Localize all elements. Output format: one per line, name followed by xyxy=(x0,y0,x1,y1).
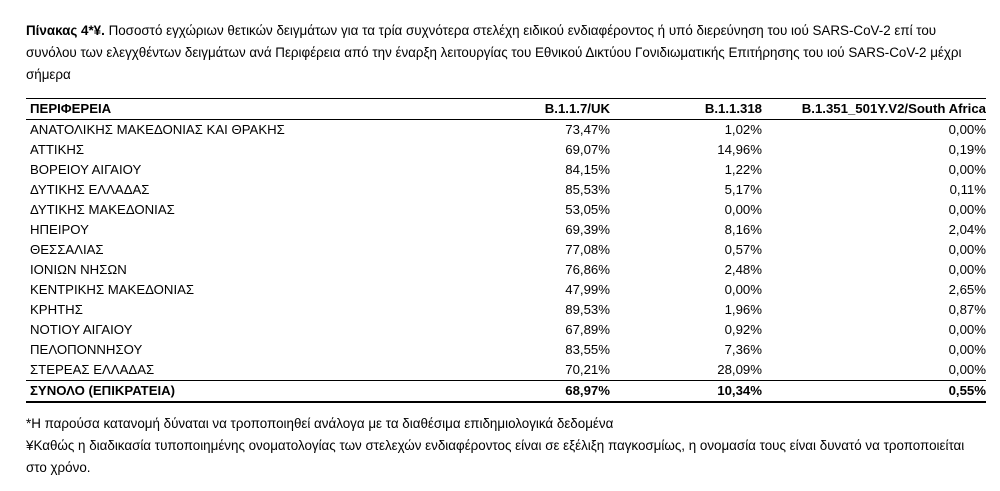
b1351-south-africa-value: 0,00% xyxy=(948,342,986,357)
b1351-south-africa-value: 2,65% xyxy=(948,282,986,297)
b117-uk-value: 76,86% xyxy=(565,262,610,277)
header-region: ΠΕΡΙΦΕΡΕΙΑ xyxy=(26,99,434,120)
b1351-south-africa-value: 0,19% xyxy=(948,142,986,157)
b117-uk-value: 69,39% xyxy=(565,222,610,237)
region-name: ΔΥΤΙΚΗΣ ΕΛΛΑΔΑΣ xyxy=(30,182,150,197)
table-row xyxy=(26,200,986,220)
b11318-value: 1,22% xyxy=(724,162,762,177)
table-row xyxy=(26,340,986,360)
b11318-value: 2,48% xyxy=(724,262,762,277)
table-row xyxy=(26,240,986,260)
table-row xyxy=(26,280,986,300)
b117-uk-value: 85,53% xyxy=(565,182,610,197)
b117-uk-value: 47,99% xyxy=(565,282,610,297)
total-b117-uk: 68,97% xyxy=(565,383,610,398)
b1351-south-africa-value: 0,00% xyxy=(948,162,986,177)
b11318-value: 1,02% xyxy=(724,122,762,137)
table-total-row xyxy=(26,381,986,403)
b117-uk-value: 77,08% xyxy=(565,242,610,257)
b1351-south-africa-value: 0,87% xyxy=(948,302,986,317)
b117-uk-value: 70,21% xyxy=(565,362,610,377)
table-row xyxy=(26,260,986,280)
table-header-row xyxy=(26,99,986,120)
region-name: ΙΟΝΙΩΝ ΝΗΣΩΝ xyxy=(30,262,127,277)
header-b1351-south-africa: B.1.351_501Y.V2/South Africa xyxy=(762,99,986,120)
b1351-south-africa-value: 0,00% xyxy=(948,322,986,337)
total-b11318: 10,34% xyxy=(717,383,762,398)
table-row xyxy=(26,300,986,320)
b117-uk-value: 84,15% xyxy=(565,162,610,177)
b117-uk-value: 53,05% xyxy=(565,202,610,217)
b11318-value: 28,09% xyxy=(717,362,762,377)
b117-uk-value: 73,47% xyxy=(565,122,610,137)
region-name: ΣΤΕΡΕΑΣ ΕΛΛΑΔΑΣ xyxy=(30,362,155,377)
region-name: ΘΕΣΣΑΛΙΑΣ xyxy=(30,242,104,257)
document-page xyxy=(26,20,986,479)
b1351-south-africa-value: 2,04% xyxy=(948,222,986,237)
b11318-value: 14,96% xyxy=(717,142,762,157)
region-name: ΠΕΛΟΠΟΝΝΗΣΟΥ xyxy=(30,342,143,357)
b1351-south-africa-value: 0,00% xyxy=(948,122,986,137)
b1351-south-africa-value: 0,00% xyxy=(948,362,986,377)
b11318-value: 0,92% xyxy=(724,322,762,337)
total-label: ΣΥΝΟΛΟ (ΕΠΙΚΡΑΤΕΙΑ) xyxy=(30,383,176,398)
header-b117-uk: B.1.1.7/UK xyxy=(434,99,610,120)
footnote-nomenclature: ¥Καθώς η διαδικασία τυποποιημένης ονοματολογίας των στελεχών ενδιαφέροντος είναι σε εξέλιξη παγκοσμίως, η ονομασία τους είναι δυνατό να τροποποιείται στο χρόνο. xyxy=(26,438,965,475)
table-caption-text: Ποσοστό εγχώριων θετικών δειγμάτων για τα τρία συχνότερα στελέχη ειδικού ενδιαφέροντος ή υπό διερεύνηση του ιού SARS-CoV-2 επί του συνόλου των ελεγχθέντων δειγμάτων ανά Περιφέρεια από την έναρξη λειτουργίας του Εθνικού Δικτύου Γονιδιωματικής Επιτήρησης του ιού SARS-CoV-2 μέχρι σήμερα xyxy=(26,23,962,82)
b117-uk-value: 89,53% xyxy=(565,302,610,317)
b1351-south-africa-value: 0,00% xyxy=(948,242,986,257)
table-row xyxy=(26,220,986,240)
b1351-south-africa-value: 0,11% xyxy=(949,182,986,197)
region-name: ΒΟΡΕΙΟΥ ΑΙΓΑΙΟΥ xyxy=(30,162,142,177)
total-b1351-south-africa: 0,55% xyxy=(948,383,986,398)
b11318-value: 1,96% xyxy=(724,302,762,317)
table-row xyxy=(26,140,986,160)
table-row xyxy=(26,160,986,180)
table-row xyxy=(26,180,986,200)
table-caption xyxy=(26,20,970,86)
region-name: ΑΝΑΤΟΛΙΚΗΣ ΜΑΚΕΔΟΝΙΑΣ ΚΑΙ ΘΡΑΚΗΣ xyxy=(30,122,285,137)
b11318-value: 0,00% xyxy=(724,282,762,297)
b1351-south-africa-value: 0,00% xyxy=(948,262,986,277)
b11318-value: 0,57% xyxy=(724,242,762,257)
region-name: ΚΕΝΤΡΙΚΗΣ ΜΑΚΕΔΟΝΙΑΣ xyxy=(30,282,195,297)
b117-uk-value: 69,07% xyxy=(565,142,610,157)
variants-by-region-table xyxy=(26,98,986,403)
footnote-distribution: *Η παρούσα κατανομή δύναται να τροποποιηθεί ανάλογα με τα διαθέσιμα επιδημιολογικά δεδομένα xyxy=(26,416,614,431)
header-b11318: B.1.1.318 xyxy=(610,99,762,120)
table-body xyxy=(26,120,986,403)
b117-uk-value: 67,89% xyxy=(565,322,610,337)
b11318-value: 7,36% xyxy=(724,342,762,357)
b11318-value: 5,17% xyxy=(724,182,762,197)
table-caption-label: Πίνακας 4*¥. xyxy=(26,23,105,38)
b11318-value: 8,16% xyxy=(724,222,762,237)
footnotes xyxy=(26,413,970,479)
b117-uk-value: 83,55% xyxy=(565,342,610,357)
region-name: ΗΠΕΙΡΟΥ xyxy=(30,222,89,237)
table-row xyxy=(26,360,986,381)
region-name: ΚΡΗΤΗΣ xyxy=(30,302,83,317)
table-row xyxy=(26,320,986,340)
table-row xyxy=(26,120,986,141)
region-name: ΑΤΤΙΚΗΣ xyxy=(30,142,85,157)
b11318-value: 0,00% xyxy=(724,202,762,217)
region-name: ΝΟΤΙΟΥ ΑΙΓΑΙΟΥ xyxy=(30,322,133,337)
b1351-south-africa-value: 0,00% xyxy=(948,202,986,217)
region-name: ΔΥΤΙΚΗΣ ΜΑΚΕΔΟΝΙΑΣ xyxy=(30,202,175,217)
